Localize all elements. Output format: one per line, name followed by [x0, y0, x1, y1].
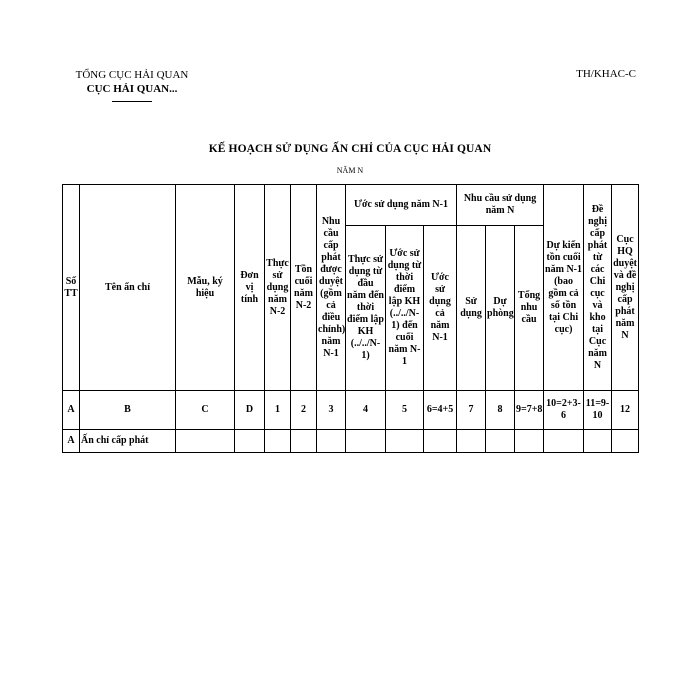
code-cell: A: [63, 391, 80, 430]
col-hq-approved: Cục HQ duyệt và đề nghị cấp phát năm N: [612, 185, 639, 391]
code-cell: 1: [265, 391, 291, 430]
document-subtitle: NĂM N: [336, 166, 364, 175]
row-stt: A: [63, 430, 80, 453]
col-use: Sử dụng: [457, 226, 486, 391]
code-cell: 9=7+8: [515, 391, 544, 430]
code-cell: 3: [317, 391, 346, 430]
empty-cell: [424, 430, 457, 453]
empty-cell: [486, 430, 515, 453]
empty-cell: [235, 430, 265, 453]
code-cell: 6=4+5: [424, 391, 457, 430]
col-branch-request: Đề nghị cấp phát từ các Chi cục và kho tại Cục năm N: [584, 185, 612, 391]
col-reserve: Dự phòng: [486, 226, 515, 391]
code-cell: B: [80, 391, 176, 430]
table-row: [63, 430, 639, 453]
col-total-need: Tổng nhu cầu: [515, 226, 544, 391]
empty-cell: [515, 430, 544, 453]
code-cell: 5: [386, 391, 424, 430]
col-est-total: Ước sử dụng cả năm N-1: [424, 226, 457, 391]
code-cell: 11=9-10: [584, 391, 612, 430]
col-stt: Số TT: [63, 185, 80, 391]
form-code: TH/KHAC-C: [576, 68, 636, 80]
col-symbol: Mẫu, ký hiệu: [176, 185, 235, 391]
issuing-authority: [62, 68, 202, 102]
header-divider: [112, 101, 152, 102]
code-cell: 8: [486, 391, 515, 430]
document-title: KẾ HOẠCH SỬ DỤNG ẤN CHỈ CỦA CỤC HẢI QUAN: [208, 143, 492, 155]
empty-cell: [317, 430, 346, 453]
col-unit: Đơn vị tính: [235, 185, 265, 391]
empty-cell: [584, 430, 612, 453]
empty-cell: [544, 430, 584, 453]
code-cell: 2: [291, 391, 317, 430]
code-cell: 7: [457, 391, 486, 430]
empty-cell: [386, 430, 424, 453]
empty-cell: [265, 430, 291, 453]
empty-cell: [346, 430, 386, 453]
group-estimate-n1: Ước sử dụng năm N-1: [346, 185, 457, 226]
row-name: Ấn chỉ cấp phát: [80, 430, 176, 453]
code-cell: C: [176, 391, 235, 430]
code-cell: 10=2+3-6: [544, 391, 584, 430]
plan-table: [62, 184, 639, 453]
code-cell: 12: [612, 391, 639, 430]
col-est-end: Ước sử dụng từ thời điểm lập KH (../../N-1) đến cuối năm N-1: [386, 226, 424, 391]
col-forecast-stock: Dự kiến tồn cuối năm N-1 (bao gồm cả số tồn tại Chi cục): [544, 185, 584, 391]
col-stock-n2: Tồn cuối năm N-2: [291, 185, 317, 391]
column-code-row: [63, 391, 639, 430]
header-row-1: [63, 185, 639, 226]
col-used-n2: Thực sử dụng năm N-2: [265, 185, 291, 391]
empty-cell: [176, 430, 235, 453]
col-used-start: Thực sử dụng từ đầu năm đến thời điểm lập KH (../../N-1): [346, 226, 386, 391]
group-need-n: Nhu cầu sử dụng năm N: [457, 185, 544, 226]
code-cell: 4: [346, 391, 386, 430]
agency-name: TỔNG CỤC HẢI QUAN: [75, 69, 189, 81]
code-cell: D: [235, 391, 265, 430]
col-approved-n1: Nhu cầu cấp phát được duyệt (gồm cả điều chỉnh) năm N-1: [317, 185, 346, 391]
empty-cell: [457, 430, 486, 453]
department-name: CỤC HẢI QUAN...: [86, 83, 178, 95]
empty-cell: [291, 430, 317, 453]
empty-cell: [612, 430, 639, 453]
col-name: Tên ấn chỉ: [80, 185, 176, 391]
